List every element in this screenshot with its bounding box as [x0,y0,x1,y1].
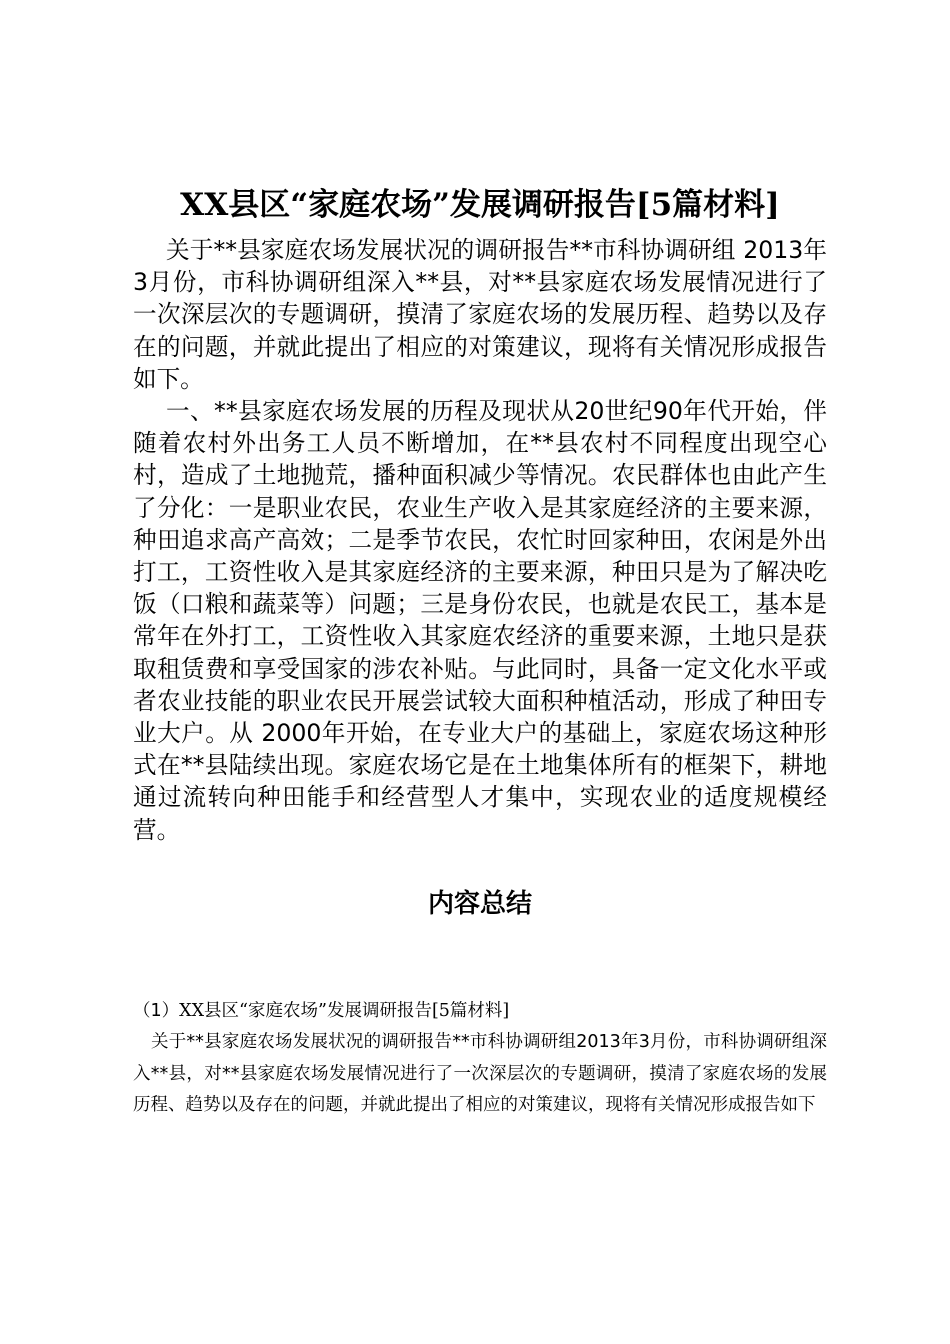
document-title: XX县区“家庭农场”发展调研报告[5篇材料] [180,187,780,223]
summary-item-title [133,996,827,1026]
summary-heading: 内容总结 [427,889,532,919]
summary-item-text: 关于**县家庭农场发展状况的调研报告**市科协调研组2013年3月份，市科协调研组深入**县，对**县家庭农场发展情况进行了一次深层次的专题调研，摸清了家庭农场的发展历程、趋势以及存在的问题，并就此提出了相应的对策建议，现将有关情况形成报告如下 [133,1032,827,1115]
summary-item-title-text: XX县区“家庭农场”发展调研报告[5篇材料] [179,1001,510,1021]
paragraph-intro: 关于**县家庭农场发展状况的调研报告**市科协调研组 2013年3月份，市科协调研组深入**县，对**县家庭农场发展情况进行了一次深层次的专题调研，摸清了家庭农场的发展历程、趋势以及存在的问题，并就此提出了相应的对策建议，现将有关情况形成报告如下。 [133,236,827,393]
summary-item-number: （1） [133,1001,180,1021]
paragraph-history: 一、**县家庭农场发展的历程及现状从20世纪90年代开始，伴随着农村外出务工人员不断增加，在**县农村不同程度出现空心村，造成了土地抛荒，播种面积减少等情况。农民群体也由此产生了分化：一是职业农民，农业生产收入是其家庭经济的主要来源，种田追求高产高效；二是季节农民，农忙时回家种田，农闲是外出打工，工资性收入是其家庭经济的主要来源，种田只是为了解决吃饭（口粮和蔬菜等）问题；三是身份农民，也就是农民工，基本是常年在外打工，工资性收入其家庭农经济的重要来源，土地只是获取租赁费和享受国家的涉农补贴。与此同时，具备一定文化水平或者农业技能的职业农民开展尝试较大面积种植活动，形成了种田专业大户。从 2000年开始，在专业大户的基础上，家庭农场这种形式在**县陆续出现。家庭农场它是在土地集体所有的框架下，耕地通过流转向种田能手和经营型人才集中，实现农业的适度规模经营。 [133,397,827,844]
